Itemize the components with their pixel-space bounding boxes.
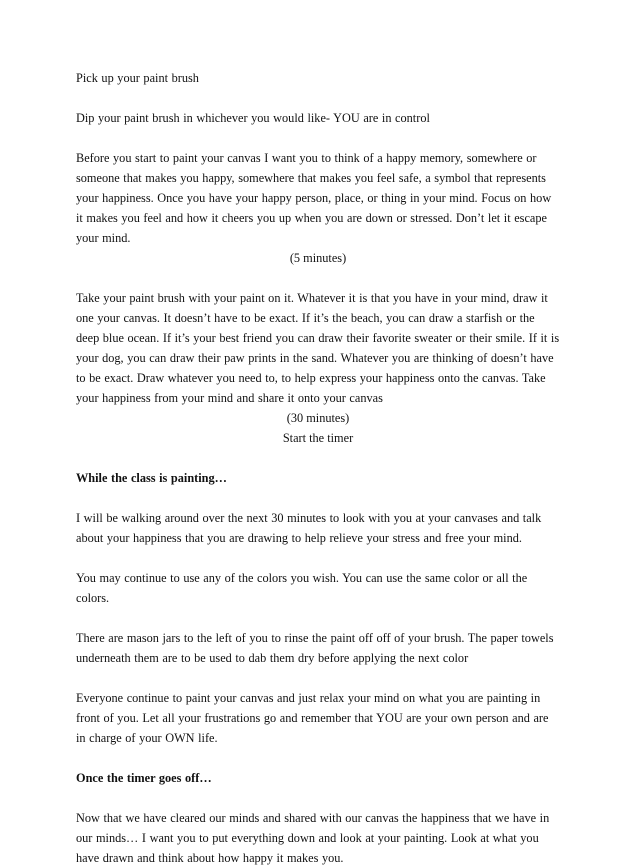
instruction-paragraph: Everyone continue to paint your canvas and just relax your mind on what you are painting in front of you. Let all your frustrations go and remember that YOU are your own person and are in charge of your OWN life. (76, 691, 549, 745)
timer-instruction: Start the timer (282, 431, 354, 445)
instruction-paragraph: Dip your paint brush in whichever you would like- YOU are in control (76, 111, 430, 125)
duration-label: (5 minutes) (289, 251, 347, 265)
section-heading: While the class is painting… (76, 471, 227, 485)
section-heading: Once the timer goes off… (76, 771, 212, 785)
instruction-paragraph: Now that we have cleared our minds and shared with our canvas the happiness that we have in our minds… I want you to put everything down and look at your painting. Look at what you have drawn and think about how happy it makes you. (76, 811, 550, 865)
instruction-paragraph: Pick up your paint brush (76, 71, 199, 85)
instruction-paragraph: You may continue to use any of the colors you wish. You can use the same color or all the colors. (76, 571, 528, 605)
instruction-paragraph: Take your paint brush with your paint on it. Whatever it is that you have in your mind, draw it one your canvas. It doesn’t have to be exact. If it’s the beach, you can draw a starfish or the deep blue ocean. If it’s your best friend you can draw their favorite sweater or their smile. If it is your dog, you can draw their paw prints in the sand. Whatever you are thinking of doesn’t have to be exact. Draw whatever you need to, to help express your happiness onto the canvas. Take your happiness from your mind and share it onto your canvas (76, 291, 560, 405)
instruction-paragraph: I will be walking around over the next 30 minutes to look with you at your canvases and talk about your happiness that you are drawing to help relieve your stress and free your mind. (76, 511, 542, 545)
instruction-paragraph: There are mason jars to the left of you to rinse the paint off off of your brush. The paper towels underneath them are to be used to dab them dry before applying the next color (76, 631, 554, 665)
instruction-paragraph: Before you start to paint your canvas I want you to think of a happy memory, somewhere or someone that makes you happy, somewhere that makes you feel safe, a symbol that represents your happiness. Once you have your happy person, place, or thing in your mind. Focus on how it makes you feel and how it cheers you up when you are down or stressed. Don’t let it escape your mind. (76, 151, 552, 245)
duration-label: (30 minutes) (286, 411, 350, 425)
